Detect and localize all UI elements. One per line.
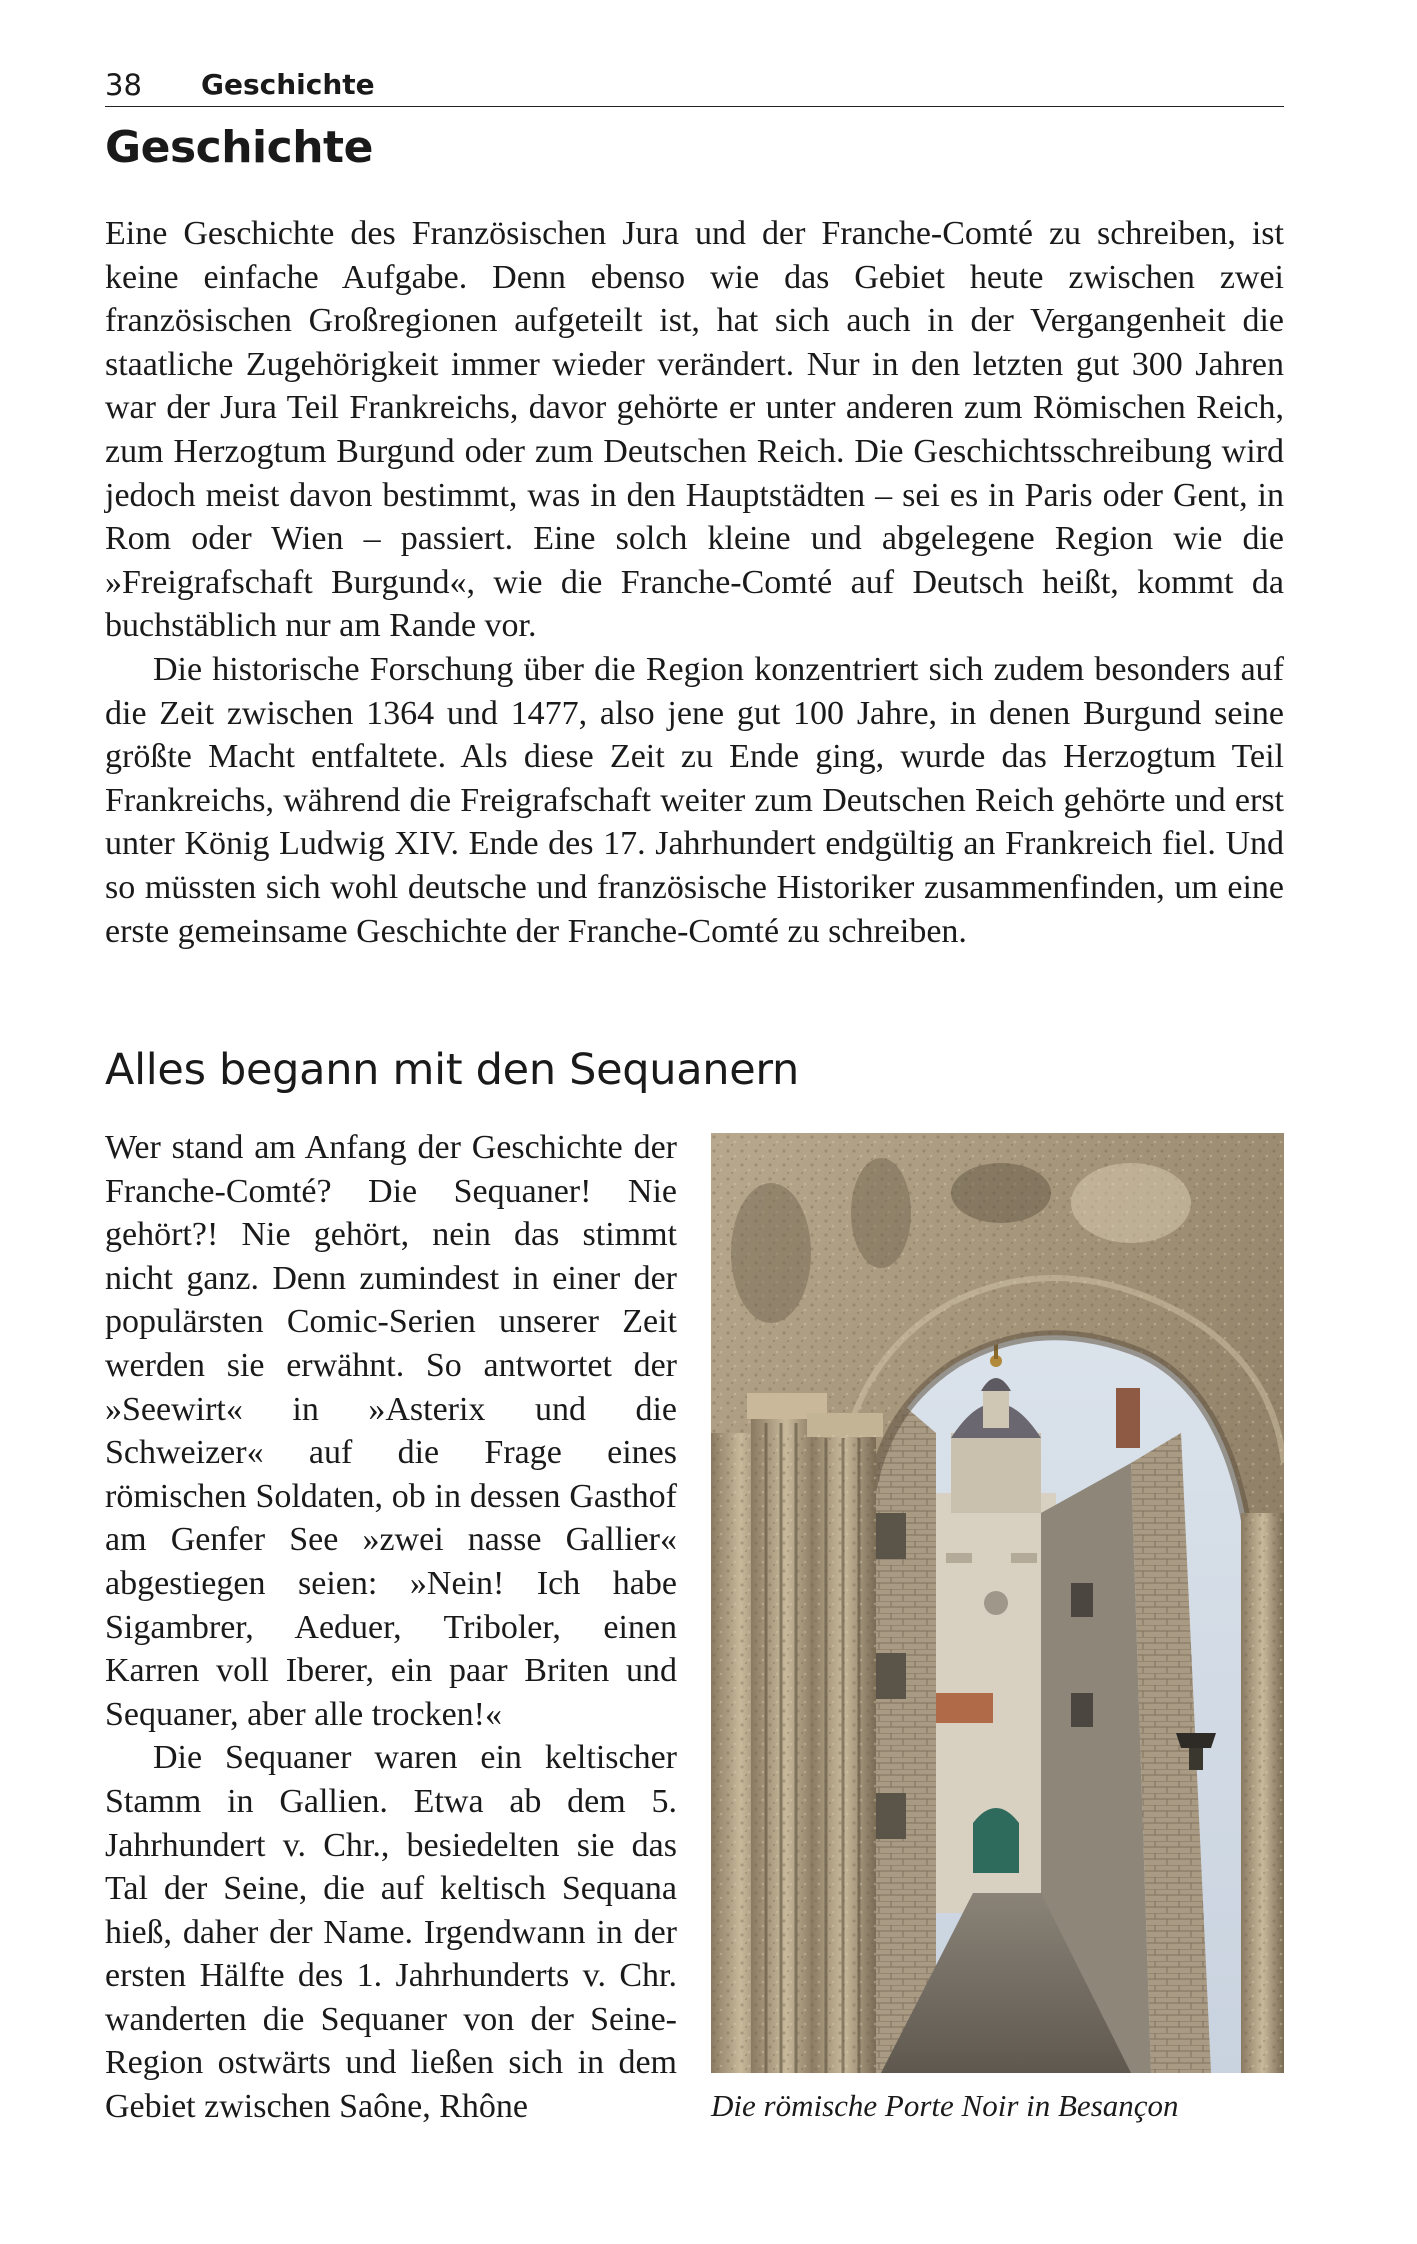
running-title: Geschichte <box>201 68 375 101</box>
section-paragraph-1: Wer stand am Anfang der Geschichte der Franche-Comté? Die Sequaner! Nie gehört?! Nie gehört, nein das stimmt nicht ganz. Denn zumindest in einer der populärsten Comic-Serien unserer Zeit werden sie erwähnt. So antwortet der »Seewirt« in »Asterix und die Schweizer« auf die Frage eines römischen Soldaten, ob in dessen Gasthof am Genfer See »zwei nasse Gallier« abgestiegen seien: »Nein! Ich habe Sigambrer, Aeduer, Triboler, einen Karren voll Iberer, ein paar Briten und Sequaner, aber alle trocken!« <box>105 1129 677 1733</box>
intro-paragraph-2: Die historische Forschung über die Region konzentriert sich zudem besonders auf die Zeit zwischen 1364 und 1477, also jene gut 100 Jahre, in denen Burgund seine größte Macht entfaltete. Als diese Zeit zu Ende ging, wurde das Herzogtum Teil Frankreichs, während die Freigrafschaft weiter zum Deutschen Reich gehörte und erst unter König Ludwig XIV. Ende des 17. Jahrhundert endgültig an Frankreich fiel. Und so müssten sich wohl deutsche und französische Historiker zusammenfinden, um eine erste gemeinsame Geschichte der Franche-Comté zu schreiben. <box>105 650 1284 950</box>
pillar-left <box>711 1393 883 2073</box>
intro-paragraph-1: Eine Geschichte des Französischen Jura und der Franche-Comté zu schreiben, ist keine einfache Aufgabe. Denn ebenso wie das Gebiet heute zwischen zwei französischen Großregionen aufgeteilt ist, hat sich auch in der Vergangenheit die staatliche Zugehörigkeit immer wieder verändert. Nur in den letzten gut 300 Jahren war der Jura Teil Frankreichs, davor gehörte er unter anderen zum Römischen Reich, zum Herzogtum Burgund oder zum Deutschen Reich. Die Geschichtsschreibung wird jedoch meist davon bestimmt, was in den Hauptstädten – sei es in Paris oder Gent, in Rom oder Wien – passiert. Eine solch kleine und abgelegene Region wie die »Freigrafschaft Burgund«, wie die Franche-Comté auf Deutsch heißt, kommt da buchstäblich nur am Rande vor. <box>105 215 1284 645</box>
section-title: Alles begann mit den Sequanern <box>105 1045 799 1095</box>
page-number: 38 <box>105 68 142 102</box>
section-body <box>105 1126 677 2129</box>
photo-caption: Die römische Porte Noir in Besançon <box>711 2088 1179 2123</box>
chapter-intro <box>105 212 1284 953</box>
running-header <box>105 62 1284 107</box>
porte-noire-photo <box>711 1133 1284 2073</box>
chapter-title: Geschichte <box>105 122 373 173</box>
photo-illustration <box>711 1133 1284 2073</box>
section-paragraph-2: Die Sequaner waren ein keltischer Stamm in Gallien. Etwa ab dem 5. Jahrhundert v. Chr., besiedelten sie das Tal der Seine, die auf keltisch Sequana hieß, daher der Name. Irgendwann in der ersten Hälfte des 1. Jahrhunderts v. Chr. wanderten die Sequaner von der Seine-Region ostwärts und ließen sich in dem Gebiet zwischen Saône, Rhône <box>105 1739 677 2126</box>
pillar-right <box>1241 1513 1284 2073</box>
